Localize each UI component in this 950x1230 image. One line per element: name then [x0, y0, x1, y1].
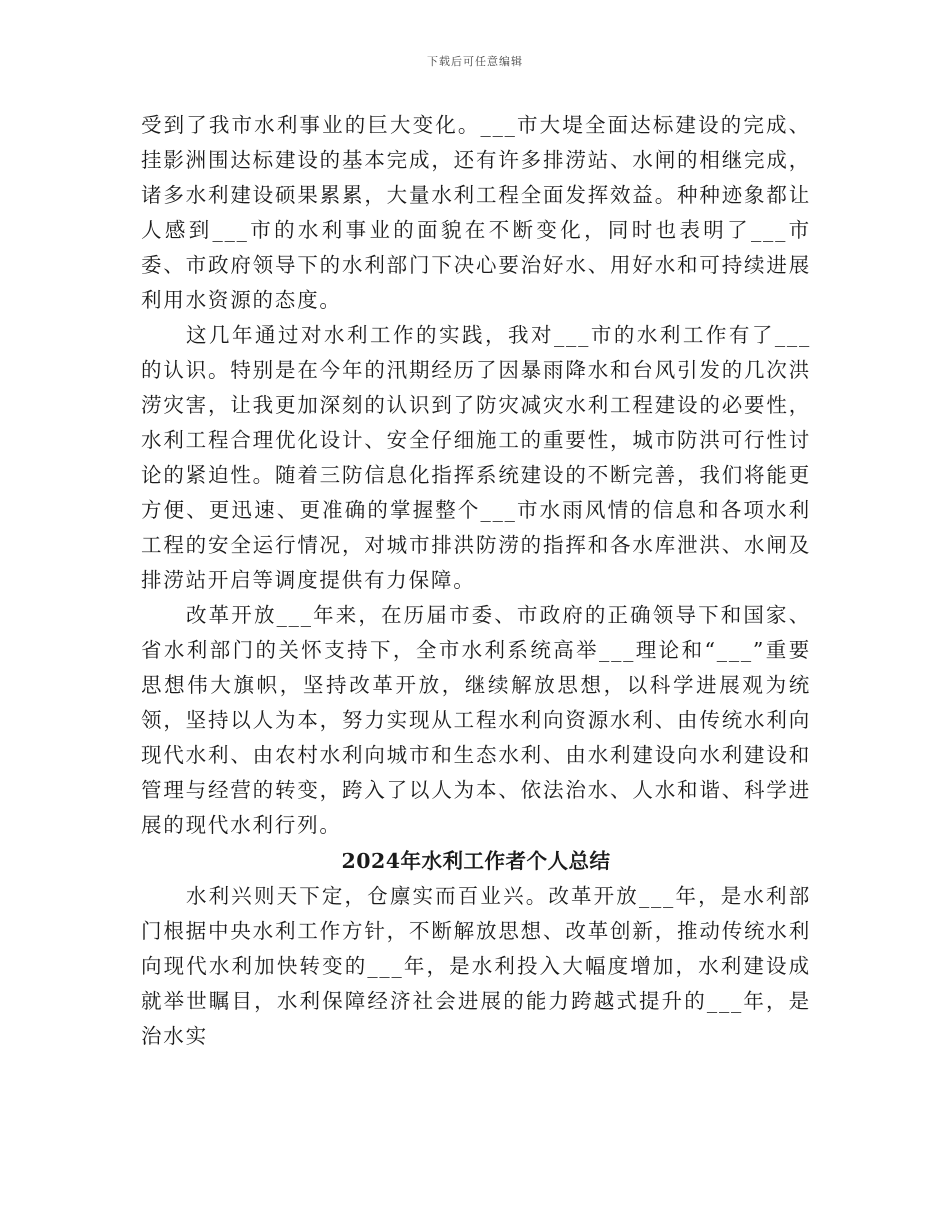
paragraph-summary-intro: 水利兴则天下定，仓廪实而百业兴。改革开放___年，是水利部门根据中央水利工作方针，不断解放思想、改革创新，推动传统水利向现代水利加快转变的___年，是水利投入大幅度增加，水利建设成就举世瞩目，水利保障经济社会进展的能力跨越式提升的___年，是治水实 — [141, 884, 811, 1048]
section-title: 2024年水利工作者个人总结 — [341, 849, 611, 873]
page-header-note: 下载后可任意编辑 — [427, 55, 523, 68]
document-body — [141, 108, 811, 1054]
paragraph-practice: 这几年通过对水利工作的实践，我对___市的水利工作有了___的认识。特别是在今年的汛期经历了因暴雨降水和台风引发的几次洪涝灾害，让我更加深刻的认识到了防灾减灾水利工程建设的必要性，水利工程合理优化设计、安全仔细施工的重要性，城市防洪可行性讨论的紧迫性。随着三防信息化指挥系统建设的不断完善，我们将能更方便、更迅速、更准确的掌握整个___市水雨风情的信息和各项水利工程的安全运行情况，对城市排洪防涝的指挥和各水库泄洪、水闸及排涝站开启等调度提供有力保障。 — [141, 323, 811, 592]
paragraph-continuation: 受到了我市水利事业的巨大变化。___市大堤全面达标建设的完成、挂影洲围达标建设的基本完成，还有许多排涝站、水闸的相继完成，诸多水利建设硕果累累，大量水利工程全面发挥效益。种种迹象都让人感到___市的水利事业的面貌在不断变化，同时也表明了___市委、市政府领导下的水利部门下决心要治好水、用好水和可持续进展利用水资源的态度。 — [141, 113, 811, 312]
paragraph-reform: 改革开放___年来，在历届市委、市政府的正确领导下和国家、省水利部门的关怀支持下，全市水利系统高举___理论和“___”重要思想伟大旗帜，坚持改革开放，继续解放思想，以科学进展观为统领，坚持以人为本，努力实现从工程水利向资源水利、由传统水利向现代水利、由农村水利向城市和生态水利、由水利建设向水利建设和管理与经营的转变，跨入了以人为本、依法治水、人水和谐、科学进展的现代水利行列。 — [141, 603, 811, 837]
